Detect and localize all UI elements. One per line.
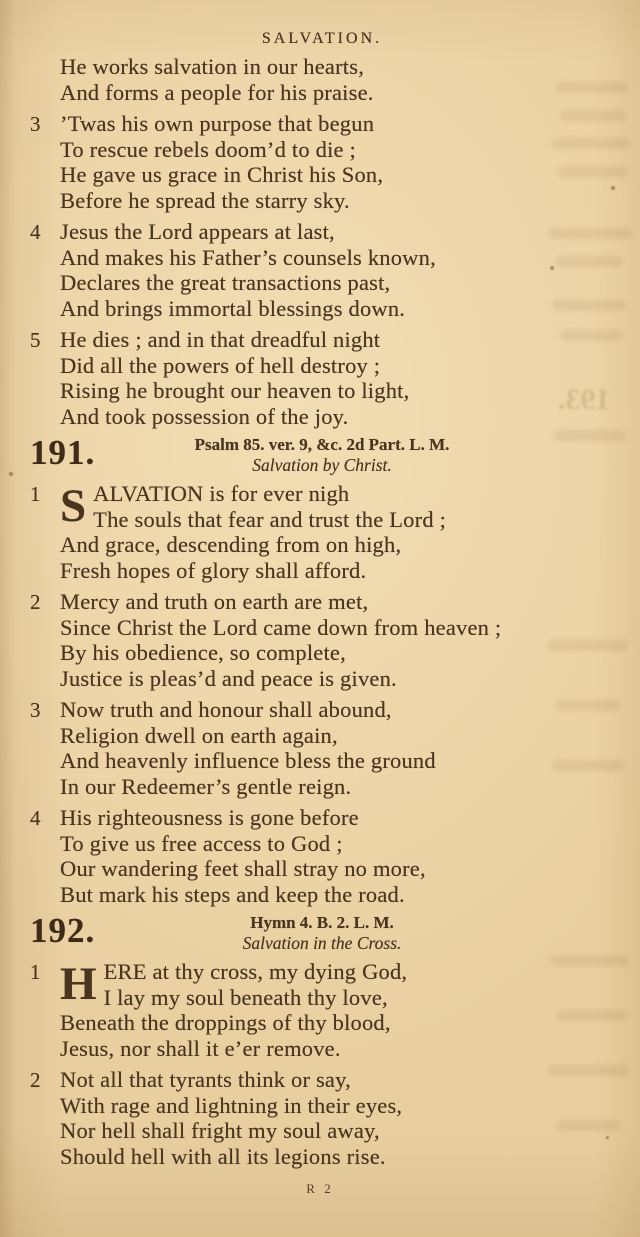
- verse-line: Jesus, nor shall it e’er remove.: [60, 1035, 341, 1061]
- hymn-title: Salvation by Christ.: [252, 455, 392, 475]
- verse-line: Jesus the Lord appears at last,: [60, 219, 335, 244]
- stanza: [30, 219, 614, 321]
- drop-cap: S: [60, 480, 87, 532]
- verse-line: And took possession of the joy.: [60, 403, 349, 429]
- verse-line: Our wandering feet shall stray no more,: [60, 856, 426, 881]
- verse-line: By his obedience, so complete,: [60, 640, 346, 665]
- verse-line: With rage and lightning in their eyes,: [60, 1092, 403, 1118]
- stanza-lines: [60, 697, 614, 799]
- verse-number: 4: [30, 220, 41, 244]
- bleedthrough-ghost-number: 193.: [557, 383, 610, 416]
- stanza: [30, 54, 614, 105]
- verse-line: Beneath the droppings of thy blood,: [60, 1010, 391, 1035]
- verse-line: His righteousness is gone before: [60, 805, 359, 830]
- verse-number: 4: [30, 806, 41, 830]
- verse-line: Should hell with all its legions rise.: [60, 1143, 386, 1169]
- verse-line: In our Redeemer’s gentle reign.: [60, 773, 352, 799]
- verse-line: Religion dwell on earth again,: [60, 722, 338, 748]
- verse-line: Justice is pleas’d and peace is given.: [60, 665, 397, 691]
- hymn-number: 191.: [30, 433, 96, 472]
- stanza: [30, 805, 614, 907]
- signature-mark: R 2: [306, 1181, 334, 1196]
- verse-number: [30, 54, 60, 105]
- stanza: [30, 327, 614, 429]
- verse-line: And brings immortal blessings down.: [60, 295, 406, 321]
- stanza: [30, 1067, 614, 1169]
- hymn-meta: Psalm 85. ver. 9, &c. 2d Part. L. M.: [194, 435, 450, 454]
- verse-number: 3: [30, 698, 41, 722]
- ink-speck: [9, 472, 13, 476]
- stanza-lines: [60, 959, 614, 1061]
- hymn-header-center: [30, 913, 614, 953]
- verse-line: But mark his steps and keep the road.: [60, 881, 405, 907]
- verse-line: Since Christ the Lord came down from heaven ;: [60, 614, 502, 640]
- hymn-header: [30, 913, 614, 953]
- verse-number: 2: [30, 1068, 41, 1092]
- stanza: [30, 589, 614, 691]
- verse-number: 1: [30, 482, 41, 506]
- stanza-lines: [60, 327, 614, 429]
- verse-line: Fresh hopes of glory shall afford.: [60, 557, 367, 583]
- verse-line: Before he spread the starry sky.: [60, 187, 350, 213]
- verse-line: To give us free access to God ;: [60, 830, 343, 856]
- stanza: [30, 111, 614, 213]
- hymn-title: Salvation in the Cross.: [242, 933, 402, 953]
- stanza-lines: [60, 805, 614, 907]
- verse-line: Did all the powers of hell destroy ;: [60, 352, 381, 378]
- verse-line: I lay my soul beneath thy love,: [103, 984, 388, 1010]
- verse-line: He dies ; and in that dreadful night: [60, 327, 381, 352]
- stanza-lines: [60, 219, 614, 321]
- verse-line: The souls that fear and trust the Lord ;: [93, 506, 447, 532]
- drop-cap: H: [60, 958, 97, 1010]
- hymn-number: 192.: [30, 911, 96, 950]
- verse-line: Now truth and honour shall abound,: [60, 697, 392, 722]
- verse-number: 5: [30, 328, 41, 352]
- verse-line: And forms a people for his praise.: [60, 79, 374, 105]
- verse-line: Rising he brought our heaven to light,: [60, 378, 410, 403]
- stanza: [30, 481, 614, 583]
- verse-line: Nor hell shall fright my soul away,: [60, 1118, 380, 1143]
- running-head: SALVATION.: [261, 30, 383, 47]
- verse-number: 1: [30, 960, 41, 984]
- verse-line: He gave us grace in Christ his Son,: [60, 162, 384, 187]
- verse-line: ALVATION is for ever nigh: [93, 481, 350, 506]
- verse-line: Not all that tyrants think or say,: [60, 1067, 351, 1092]
- verse-line: Mercy and truth on earth are met,: [60, 589, 369, 614]
- stanza: [30, 959, 614, 1061]
- verse-line: ’Twas his own purpose that begun: [60, 111, 375, 136]
- verse-line: He works salvation in our hearts,: [60, 54, 365, 79]
- verse-number: 3: [30, 112, 41, 136]
- verse-line: Declares the great transactions past,: [60, 270, 391, 295]
- verse-line: And grace, descending from on high,: [60, 532, 402, 557]
- stanza-lines: [60, 111, 614, 213]
- hymn-meta: Hymn 4. B. 2. L. M.: [250, 913, 394, 932]
- verse-line: ERE at thy cross, my dying God,: [103, 959, 408, 984]
- stanza-lines: [60, 589, 614, 691]
- verse-line: To rescue rebels doom’d to die ;: [60, 136, 356, 162]
- verse-line: And heavenly influence bless the ground: [60, 748, 436, 773]
- verse-line: And makes his Father’s counsels known,: [60, 244, 436, 270]
- stanza-lines: [60, 481, 614, 583]
- stanza-lines: [60, 54, 614, 105]
- verse-number: 2: [30, 590, 41, 614]
- hymn-header-center: [30, 435, 614, 475]
- text-column: [30, 30, 614, 1169]
- stanza-lines: [60, 1067, 614, 1169]
- hymn-header: [30, 435, 614, 475]
- stanza: [30, 697, 614, 799]
